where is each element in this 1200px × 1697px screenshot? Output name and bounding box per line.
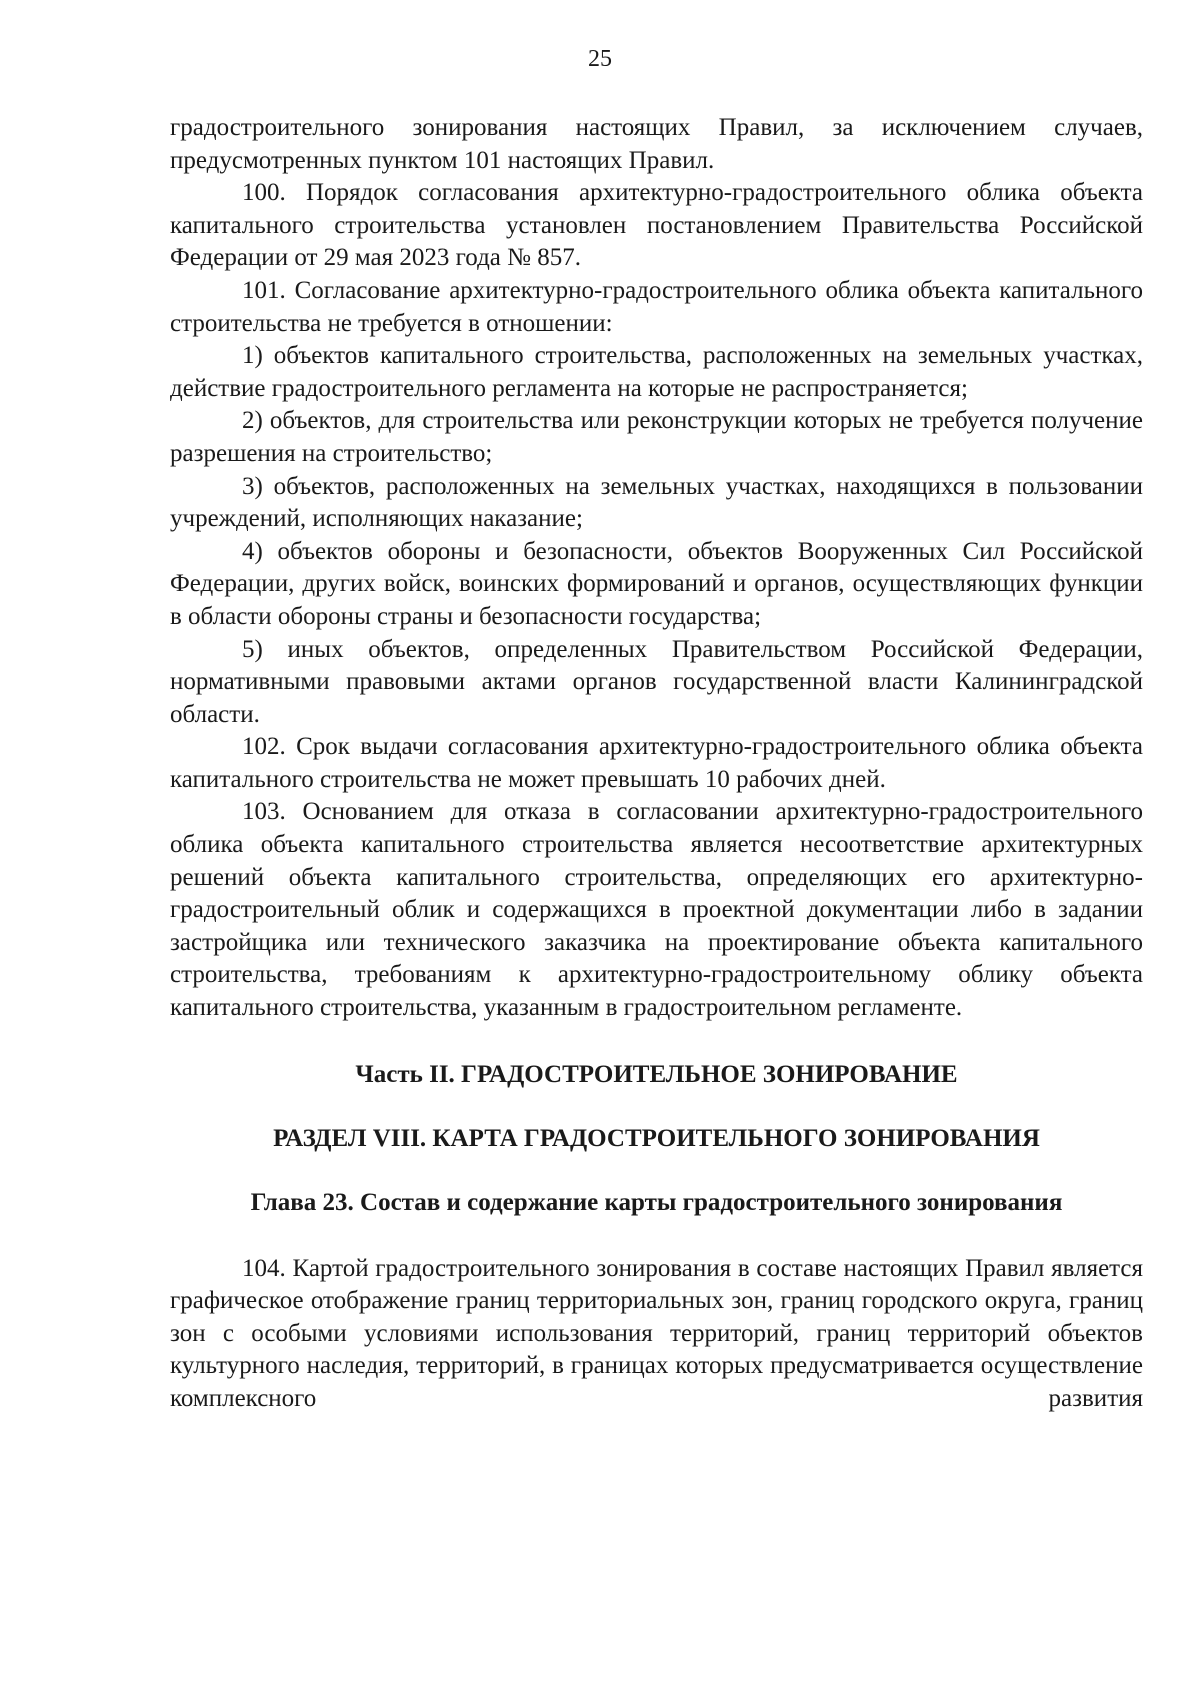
- paragraph-101: 101. Согласование архитектурно-градостроительного облика объекта капитального строительства не требуется в отношении:: [170, 276, 1143, 337]
- part-heading: Часть II. ГРАДОСТРОИТЕЛЬНОЕ ЗОНИРОВАНИЕ: [355, 1060, 958, 1088]
- section-heading: РАЗДЕЛ VIII. КАРТА ГРАДОСТРОИТЕЛЬНОГО ЗОНИРОВАНИЯ: [273, 1124, 1040, 1152]
- list-item-1: 1) объектов капитального строительства, расположенных на земельных участках, действие градостроительного регламента на которые не распространяется;: [170, 342, 1143, 402]
- paragraph-continuation: градостроительного зонирования настоящих Правил, за исключением случаев, предусмотренных пунктом 101 настоящих Правил.: [170, 114, 1143, 174]
- chapter-heading: Глава 23. Состав и содержание карты градостроительного зонирования: [250, 1188, 1063, 1216]
- paragraph-100: 100. Порядок согласования архитектурно-градостроительного облика объекта капитального строительства установлен постановлением Правительства Российской Федерации от 29 мая 2023 года № 857.: [170, 179, 1143, 272]
- paragraph-102: 102. Срок выдачи согласования архитектурно-градостроительного облика объекта капитального строительства не может превышать 10 рабочих дней.: [170, 733, 1143, 793]
- list-item-2: 2) объектов, для строительства или реконструкции которых не требуется получение разрешения на строительство;: [170, 407, 1143, 467]
- paragraph-104: 104. Картой градостроительного зонирования в составе настоящих Правил является графическое отображение границ территориальных зон, границ городского округа, границ зон с особыми условиями использования территорий, границ территорий объектов культурного наследия, территорий, в границах которых предусматривается осуществление комплексного развития: [170, 1254, 1143, 1412]
- list-item-5: 5) иных объектов, определенных Правительством Российской Федерации, нормативными правовыми актами органов государственной власти Калининградской области.: [170, 635, 1143, 728]
- paragraph-103: 103. Основанием для отказа в согласовании архитектурно-градостроительного облика объекта капитального строительства является несоответствие архитектурных решений объекта капитального строительства, определяющих его архитектурно-градостроительный облик и содержащихся в проектной документации либо в задании застройщика или технического заказчика на проектирование объекта капитального строительства, требованиям к архитектурно-градостроительному облику объекта капитального строительства, указанным в градостроительном регламенте.: [170, 798, 1143, 1022]
- list-item-4: 4) объектов обороны и безопасности, объектов Вооруженных Сил Российской Федерации, других войск, воинских формирований и органов, осуществляющих функции в области обороны страны и безопасности государства;: [170, 537, 1143, 630]
- page-number: 25: [588, 46, 612, 72]
- list-item-3: 3) объектов, расположенных на земельных участках, находящихся в пользовании учреждений, исполняющих наказание;: [170, 472, 1143, 533]
- document-body: [170, 112, 1143, 1416]
